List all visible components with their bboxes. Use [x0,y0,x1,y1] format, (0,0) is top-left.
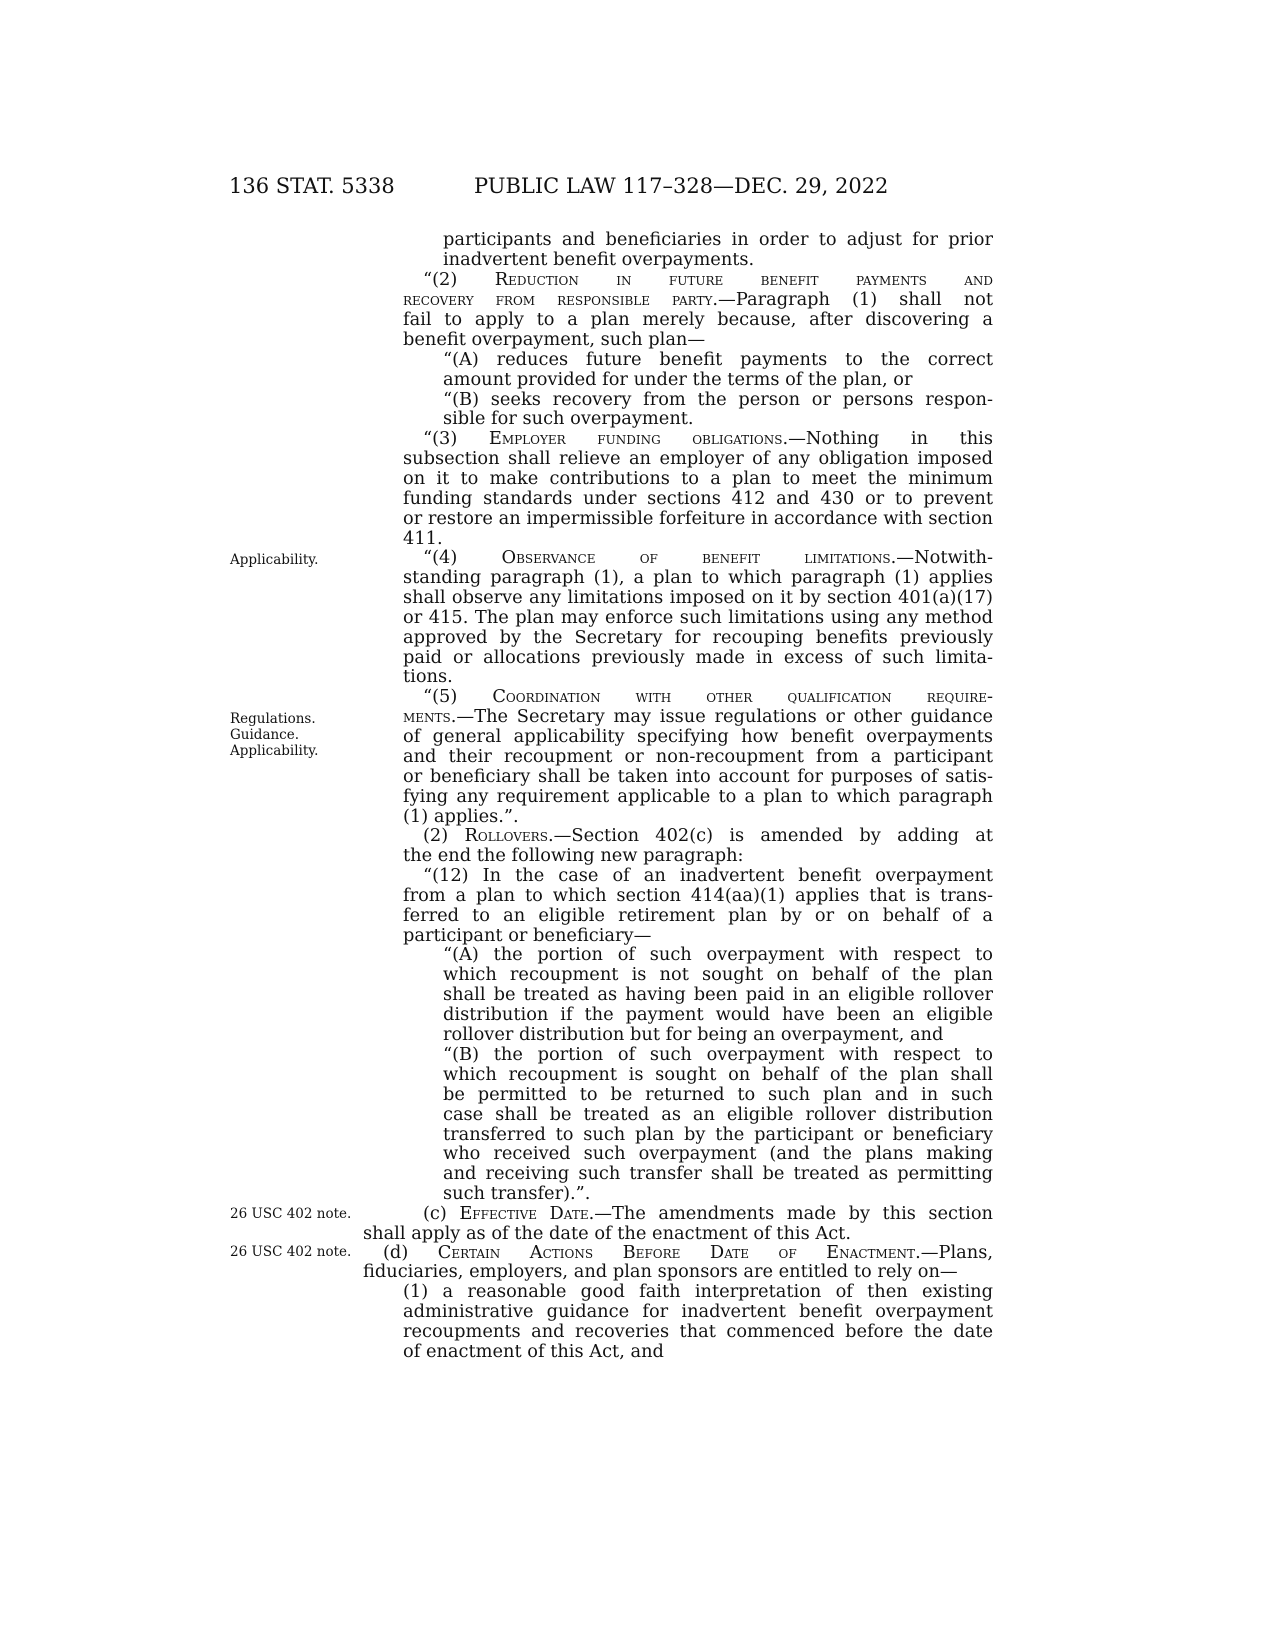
text-line [443,1145,993,1163]
text-line [423,688,993,706]
page-header-title: PUBLIC LAW 117–328—DEC. 29, 2022 [474,174,889,198]
text-run: of general applicability specifying how benefit overpayments [403,726,993,747]
text-run: shall observe any limitations imposed on it by section 401(a)(17) [403,587,993,608]
text-line [443,231,993,249]
small-caps-heading: Observance of benefit limitations [501,547,891,568]
text-run: .—Section 402(c) is amended by adding at [547,825,994,846]
text-run: and receiving such transfer shall be treated as permitting [443,1163,993,1184]
text-run: paid or allocations previously made in excess of such limita- [403,647,993,668]
text-line [403,291,993,309]
text-run: .—Plans, [915,1242,993,1263]
text-line [363,1225,851,1243]
text-run: standing paragraph (1), a plan to which paragraph (1) applies [403,567,993,588]
text-line [403,589,993,607]
text-run: subsection shall relieve an employer of any obligation imposed [403,448,993,469]
text-run: (1) applies.”. [403,806,519,827]
text-run: ferred to an eligible retirement plan by or on behalf of a [403,905,993,926]
small-caps-heading: recovery from responsible party [403,289,713,310]
text-run: inadvertent benefit overpayments. [443,249,755,270]
text-line [403,450,993,468]
text-run: on it to make contributions to a plan to meet the minimum [403,468,993,489]
text-line [443,1066,993,1084]
text-line [403,768,993,786]
margin-note: Regulations. [230,711,316,727]
text-run: approved by the Secretary for recouping benefits previously [403,627,993,648]
text-run: case shall be treated as an eligible rollover distribution [443,1104,993,1125]
text-line [403,668,453,686]
text-line [403,887,993,905]
margin-note: 26 USC 402 note. [230,1244,352,1260]
text-run: “(B) seeks recovery from the person or persons respon- [443,389,993,410]
text-line [403,530,443,548]
text-line [423,549,993,567]
text-run: “(5) [423,686,493,707]
text-run: from a plan to which section 414(aa)(1) applies that is trans- [403,885,993,906]
small-caps-heading: Effective Date [459,1203,589,1224]
text-run: and their recoupment or non-recoupment from a participant [403,746,993,767]
text-run: “(3) [423,428,489,449]
text-run: who received such overpayment (and the plans making [443,1143,993,1164]
text-run: .—The amendments made by this section [588,1203,993,1224]
text-line [403,907,993,925]
text-run: such transfer).”. [443,1183,591,1204]
text-run: administrative guidance for inadvertent benefit overpayment [403,1301,993,1322]
text-line [443,966,993,984]
text-run: fying any requirement applicable to a plan to which paragraph [403,786,993,807]
text-line [403,1323,993,1341]
text-run: “(B) the portion of such overpayment with respect to [443,1044,993,1065]
text-run: shall be treated as having been paid in an eligible rollover [443,984,993,1005]
text-run: or restore an impermissible forfeiture in accordance with section [403,508,993,529]
text-line [403,708,993,726]
text-run: transferred to such plan by the participant or beneficiary [443,1124,993,1145]
text-line [443,1046,993,1064]
text-line [403,808,519,826]
text-run: rollover distribution but for being an overpayment, and [443,1024,944,1045]
text-line [403,649,993,667]
text-run: fiduciaries, employers, and plan sponsors are entitled to rely on— [363,1261,958,1282]
small-caps-heading: Employer funding obligations [488,428,783,449]
text-run: shall apply as of the date of the enactment of this Act. [363,1223,851,1244]
text-line [443,1126,993,1144]
text-line [403,748,993,766]
text-line [443,1086,993,1104]
text-line [443,251,754,269]
text-run: recoupments and recoveries that commenced before the date [403,1321,993,1342]
text-run: .—Paragraph (1) shall not [712,289,993,310]
text-line [443,391,993,409]
text-run: “(12) In the case of an inadvertent benefit overpayment [423,865,993,886]
text-run: “(4) [423,547,502,568]
text-line [403,510,993,528]
text-run: “(2) [423,269,495,290]
text-run: (1) a reasonable good faith interpretation of then existing [403,1281,993,1302]
text-line [403,728,993,746]
text-run: participant or beneficiary— [403,925,652,946]
text-run: .—Notwith- [890,547,993,568]
text-line [443,1106,993,1124]
text-line [403,1343,664,1361]
text-run: (c) [423,1203,460,1224]
text-line [403,470,993,488]
text-line [423,430,993,448]
text-line [443,986,993,1004]
text-run: or beneficiary shall be taken into account for purposes of satis- [403,766,993,787]
text-line [443,1026,943,1044]
text-run: .—Nothing in this [782,428,993,449]
text-line [443,410,694,428]
small-caps-heading: Rollovers [464,825,548,846]
margin-note: Applicability. [230,743,319,759]
text-line [443,1165,993,1183]
small-caps-heading: ments [403,706,451,727]
text-line [403,331,705,349]
text-line [443,371,912,389]
text-run: funding standards under sections 412 and 430 or to prevent [403,488,993,509]
text-run: of enactment of this Act, and [403,1341,664,1362]
text-line [403,927,651,945]
text-line [423,271,993,289]
text-line [383,1244,993,1262]
text-run: sible for such overpayment. [443,408,694,429]
text-run: which recoupment is sought on behalf of the plan shall [443,1064,993,1085]
text-line [403,609,993,627]
text-run: distribution if the payment would have been an eligible [443,1004,993,1025]
text-run: the end the following new paragraph: [403,845,744,866]
text-line [403,1303,993,1321]
text-run: fail to apply to a plan merely because, after discovering a [403,309,993,330]
text-line [443,946,993,964]
text-line [423,1205,993,1223]
text-run: which recoupment is not sought on behalf of the plan [443,964,993,985]
text-run: .—The Secretary may issue regulations or other guidance [450,706,993,727]
margin-note: 26 USC 402 note. [230,1206,352,1222]
text-line [443,1185,590,1203]
text-line [403,788,993,806]
text-run: participants and beneficiaries in order to adjust for prior [443,229,993,250]
text-run: “(A) the portion of such overpayment with respect to [443,944,993,965]
text-line [443,351,993,369]
text-line [363,1263,958,1281]
text-line [403,629,993,647]
text-run: be permitted to be returned to such plan and in such [443,1084,993,1105]
text-line [423,867,993,885]
text-run: “(A) reduces future benefit payments to the correct [443,349,993,370]
text-line [403,569,993,587]
small-caps-heading: Coordination with other qualification require- [492,686,993,707]
text-run: amount provided for under the terms of the plan, or [443,369,913,390]
text-line [443,1006,993,1024]
text-run: 411. [403,528,443,549]
margin-note: Applicability. [230,552,319,568]
text-run: benefit overpayment, such plan— [403,329,706,350]
text-run: (2) [423,825,465,846]
text-run: or 415. The plan may enforce such limitations using any method [403,607,993,628]
text-run: (d) [383,1242,438,1263]
small-caps-heading: Reduction in future benefit payments and [494,269,993,290]
text-line [423,827,993,845]
page-stat-number: 136 STAT. 5338 [229,174,395,198]
text-line [403,1283,993,1301]
small-caps-heading: Certain Actions Before Date of Enactment [437,1242,916,1263]
text-line [403,490,993,508]
margin-note: Guidance. [230,727,300,743]
text-line [403,847,744,865]
text-run: tions. [403,666,453,687]
text-line [403,311,993,329]
